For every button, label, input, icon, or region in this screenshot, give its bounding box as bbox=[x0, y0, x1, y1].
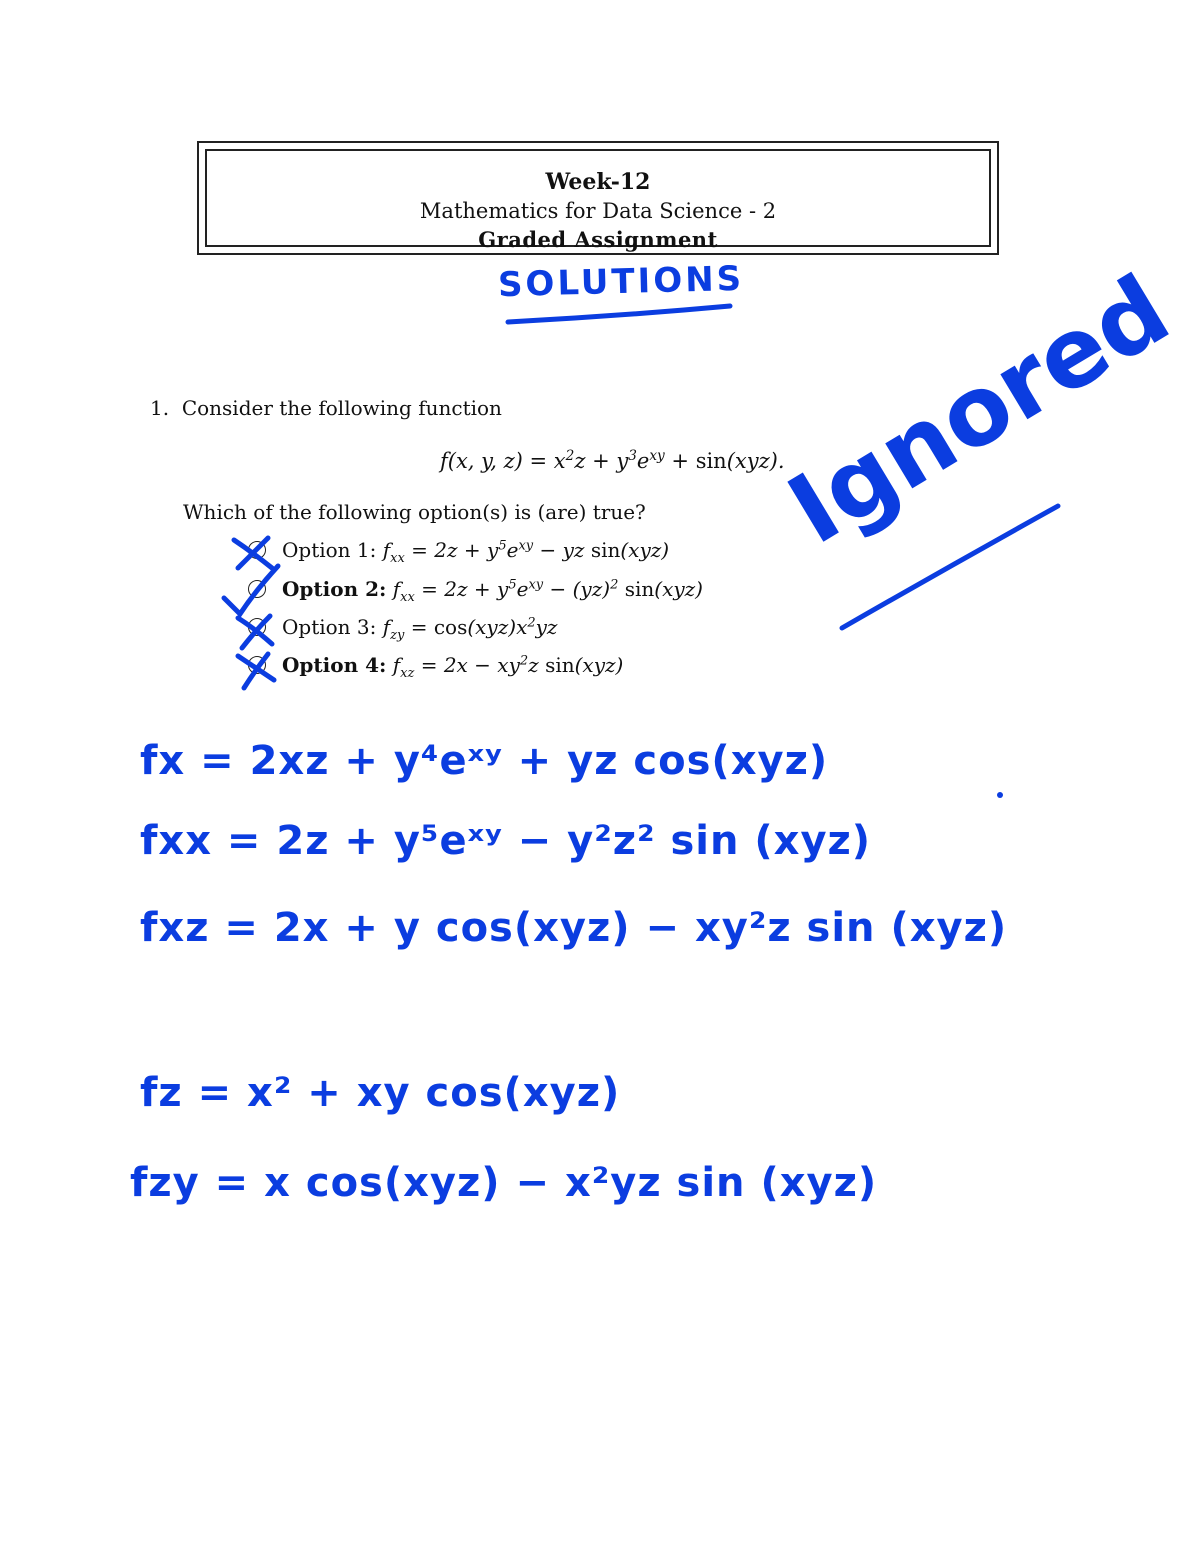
option-3-formula: $f_{zy} = \cos(xyz)x^2yz$ bbox=[382, 615, 558, 643]
question-number: 1. bbox=[150, 396, 170, 420]
handwritten-ignored-note: Ignored bbox=[770, 253, 1188, 567]
handwritten-solutions-title: SOLUTIONS bbox=[497, 258, 745, 306]
option-2-check-mark bbox=[224, 566, 278, 614]
option-3-cross-mark bbox=[238, 616, 272, 648]
header-course: Mathematics for Data Science - 2 bbox=[419, 199, 777, 223]
option-4-formula: $f_{xz} = 2x - xy^2z$ sin(xyz) bbox=[392, 653, 624, 681]
work-fx: fx = 2xz + y⁴eˣʸ + yz cos(xyz) bbox=[140, 738, 829, 784]
work-fxz: fxz = 2x + y cos(xyz) − xy²z sin (xyz) bbox=[140, 905, 1008, 951]
option-4-label: Option 4: bbox=[282, 653, 387, 677]
option-2-label: Option 2: bbox=[282, 577, 387, 601]
option-2-formula: $f_{xx} = 2z + y^5e^{xy} - (yz)^2$ sin(xyz) bbox=[392, 577, 703, 605]
option-1-label: Option 1: bbox=[282, 538, 377, 562]
option-3-label: Option 3: bbox=[282, 615, 377, 639]
work-fz: fz = x² + xy cos(xyz) bbox=[140, 1070, 621, 1116]
work-fxx: fxx = 2z + y⁵eˣʸ − y²z² sin (xyz) bbox=[140, 818, 872, 864]
option-1-cross-mark bbox=[234, 538, 272, 568]
question-prompt: Which of the following option(s) is (are) true? bbox=[183, 500, 646, 524]
stray-ink-dot bbox=[997, 792, 1003, 798]
question-stem-text: Consider the following function bbox=[181, 396, 502, 420]
function-formula: f(x, y, $z) = x^2z + y^3e^{xy} + \sin(xyz)$. bbox=[440, 448, 785, 473]
work-fzy: fzy = x cos(xyz) − x²yz sin (xyz) bbox=[130, 1160, 878, 1206]
header-week: Week-12 bbox=[545, 169, 651, 195]
solutions-underline bbox=[508, 306, 730, 322]
header-assignment-type: Graded Assignment bbox=[478, 227, 718, 252]
option-1-formula: $f_{xx} = 2z + y^5e^{xy}$ − yz sin(xyz) bbox=[382, 538, 670, 566]
option-4-cross-mark bbox=[238, 654, 274, 688]
